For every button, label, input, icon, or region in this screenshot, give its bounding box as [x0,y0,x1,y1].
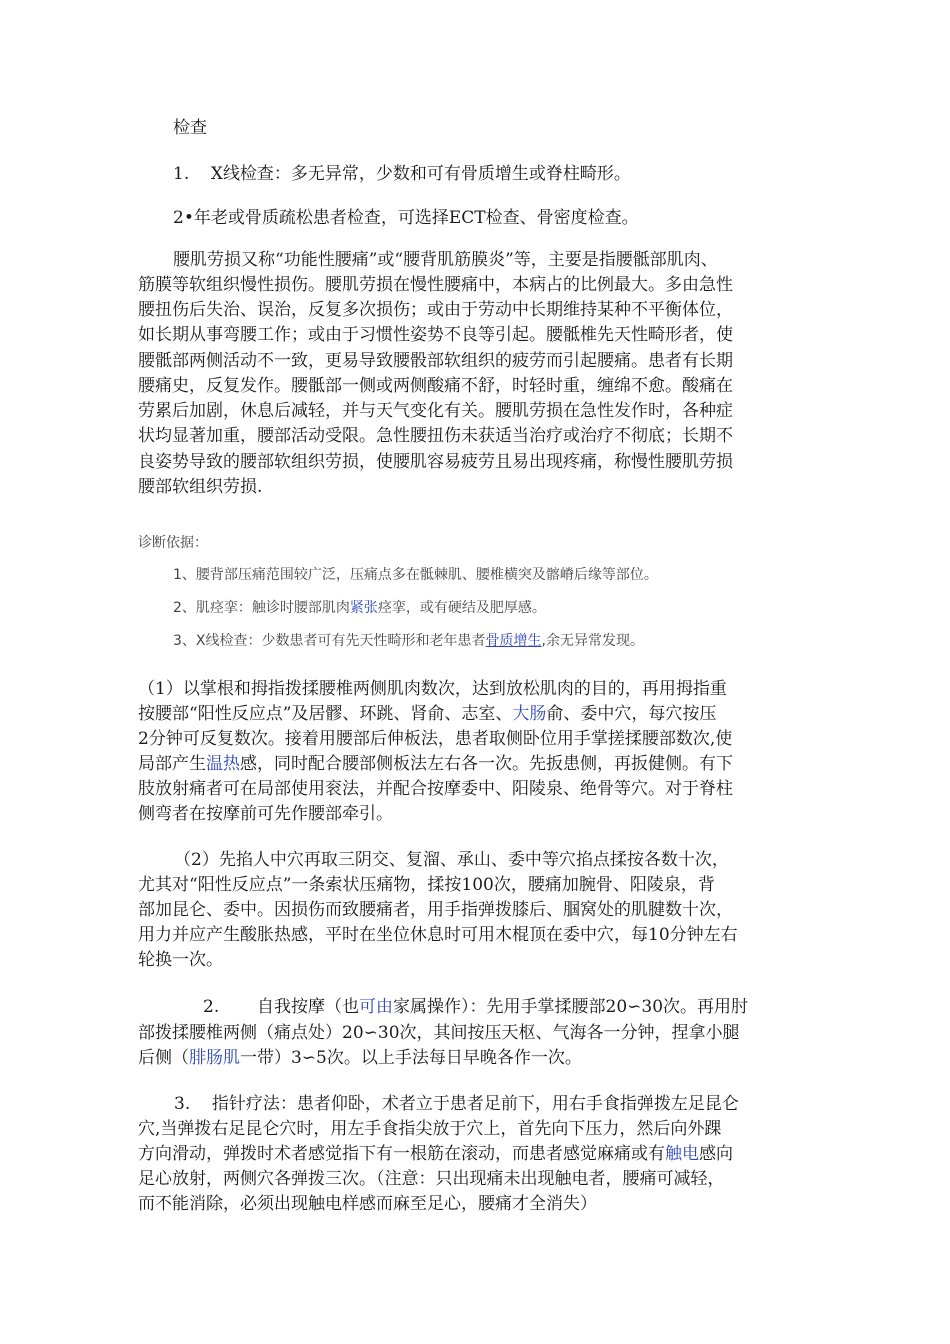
p4-line: 足心放射，两侧穴各弹拨三次。（注意：只出现痛未出现触电者，腰痛可减轻， [138,1169,725,1189]
p2-line: 尤其对“阳性反应点”一条索状压痛物，揉按100次，腰痛加腕骨、阳陵泉，背 [138,875,715,895]
p4-line: 而不能消除，必须出现触电样感而麻至足心，腰痛才全消失） [138,1194,597,1214]
p3-line: 2. 自我按摩（也可由家属操作）：先用手掌揉腰部20∽30次。再用肘 [203,997,749,1017]
diagnosis-item-3: 3、X线检查：少数患者可有先天性畸形和老年患者骨质增生,余无异常发现。 [173,633,644,649]
link-muscle-tension[interactable]: 紧张 [349,600,378,616]
p1-line: 2分钟可反复数次。接着用腰部后伸板法，患者取侧卧位用手掌搓揉腰部数次,使 [138,729,733,749]
p4-line: 3. 指针疗法：患者仰卧，术者立于患者足前下，用右手食指弹拨左足昆仑 [174,1094,739,1114]
p2-line: 部加昆仑、委中。因损伤而致腰痛者，用手指弹拨膝后、腘窝处的肌腱数十次， [138,900,733,920]
p2-line: 用力并应产生酸胀热感，平时在坐位休息时可用木棍顶在委中穴，每10分钟左右 [138,925,738,945]
link-large-intestine[interactable]: 大肠 [512,704,547,724]
intro-line: 良姿势导致的腰部软组织劳损，使腰肌容易疲劳且易出现疼痛，称慢性腰肌劳损 [138,452,733,472]
p1-line: （1）以掌根和拇指拨揉腰椎两侧肌肉数次，达到放松肌肉的目的，再用拇指重 [138,679,727,699]
intro-line: 筋膜等软组织慢性损伤。腰肌劳损在慢性腰痛中，本病占的比例最大。多由急性 [138,275,733,295]
p3-line: 部拨揉腰椎两侧（痛点处）20∽30次，其间按压天枢、气海各一分钟，捏拿小腿 [138,1023,740,1043]
p2-line: （2）先掐人中穴再取三阴交、复溜、承山、委中等穴掐点揉按各数十次， [174,850,729,870]
intro-line: 腰扭伤后失治、误治，反复多次损伤；或由于劳动中长期维持某种不平衡体位， [138,300,733,320]
intro-line: 状均显著加重，腰部活动受限。急性腰扭伤未获适当治疗或治疗不彻底；长期不 [138,426,733,446]
link-warmth[interactable]: 温热 [206,754,240,774]
diagnosis-item-2: 2、肌痉挛：触诊时腰部肌肉紧张痉挛，或有硬结及肥厚感。 [173,600,546,616]
p3-line: 后侧（腓肠肌一带）3∽5次。以上手法每日早晚各作一次。 [138,1048,582,1068]
exam-heading: 检查 [173,118,207,138]
p4-line: 方向滑动，弹拨时术者感觉指下有一根筋在滚动，而患者感觉麻痛或有触电感向 [138,1144,733,1164]
link-electric-shock[interactable]: 触电 [665,1144,699,1164]
link-bone-hyperplasia[interactable]: 骨质增生 [485,633,542,649]
p2-line: 轮换一次。 [138,950,223,970]
link-can-be[interactable]: 可由 [359,997,394,1017]
p1-line: 局部产生温热感，同时配合腰部侧板法左右各一次。先扳患侧，再扳健侧。有下 [138,754,733,774]
diagnosis-title: 诊断依据： [138,535,208,551]
p1-line: 侧弯者在按摩前可先作腰部牵引。 [138,804,393,824]
intro-line: 腰部软组织劳损. [138,477,263,497]
p1-line: 肢放射痛者可在局部使用衮法，并配合按摩委中、阳陵泉、绝骨等穴。对于脊柱 [138,779,733,799]
link-gastrocnemius[interactable]: 腓肠肌 [189,1048,240,1068]
diagnosis-item-1: 1、腰背部压痛范围较广泛，压痛点多在骶棘肌、腰椎横突及髂嵴后缘等部位。 [173,567,658,583]
exam-item-2: 2•年老或骨质疏松患者检查，可选择ECT检查、骨密度检查。 [173,208,639,228]
exam-item-1: 1. X线检查：多无异常，少数和可有骨质增生或脊柱畸形。 [173,164,631,184]
intro-line: 腰骶部两侧活动不一致，更易导致腰骰部软组织的疲劳而引起腰痛。患者有长期 [138,351,733,371]
p4-line: 穴,当弹拨右足昆仑穴时，用左手食指尖放于穴上，首先向下压力，然后向外踝 [138,1119,722,1139]
p1-line: 按腰部“阳性反应点”及居髎、环跳、肾俞、志室、大肠俞、委中穴，每穴按压 [138,704,717,724]
intro-line: 腰肌劳损又称“功能性腰痛”或“腰背肌筋膜炎”等，主要是指腰骶部肌肉、 [156,250,718,270]
intro-line: 腰痛史，反复发作。腰骶部一侧或两侧酸痛不舒，时轻时重，缠绵不愈。酸痛在 [138,376,733,396]
intro-line: 劳累后加剧，休息后减轻，并与天气变化有关。腰肌劳损在急性发作时，各种症 [138,401,733,421]
intro-line: 如长期从事弯腰工作；或由于习惯性姿势不良等引起。腰骶椎先天性畸形者，使 [138,325,733,345]
